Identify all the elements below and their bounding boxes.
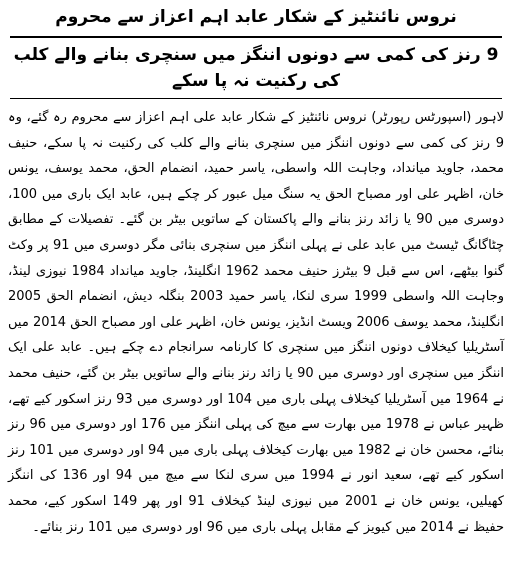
article-headline: نروس نائنٹیز کے شکار عابد اہم اعزاز سے محروم — [55, 7, 457, 27]
headline-divider — [10, 36, 502, 38]
article-subheadline: 9 رنز کی کمی سے دونوں اننگز میں سنچری بنانے والے کلب کی رکنیت نہ پا سکے — [13, 45, 499, 91]
article-body: لاہور (اسپورٹس رپورٹر) نروس نائنٹیز کے شکار عابد علی اہم اعزاز سے محروم رہ گئے، وہ 9 رنز کی کمی سے دونوں اننگز میں سنچری بنانے والے کلب کی رکنیت نہ پا سکے، حنیف محمد، جاوید میانداد، وجاہت اللہ واسطی، یاسر حمید، انضمام الحق، محمد یوسف، یونس خان، اظہر علی اور مصباح الحق یہ سنگ میل عبور کر چکے ہیں، عابد ایک باری میں 100، دوسری میں 90 یا زائد رنز بنانے والے پاکستان کے ساتویں بیٹر بن گئے۔ تفصیلات کے مطابق چٹاگانگ ٹیسٹ میں عابد علی نے پہلی اننگز میں سنچری بنائی مگر دوسری میں 91 پر وکٹ گنوا بیٹھے، اس سے قبل 9 بیٹرز حنیف محمد 1962 انگلینڈ، جاوید میانداد 1984 نیوزی لینڈ، وجاہت اللہ واسطی 1999 سری لنکا، یاسر حمید 2003 بنگلہ دیش، انضمام الحق 2005 انگلینڈ، محمد یوسف 2006 ویسٹ انڈیز، یونس خان، اظہر علی اور مصباح الحق 2014 میں آسٹریلیا کیخلاف دونوں اننگز میں سنچری کا کارنامہ سرانجام دے چکے ہیں۔ عابد علی ایک اننگز میں سنچری اور دوسری میں 90 یا زائد رنز بنانے والے ساتویں بیٹر بن گئے، حنیف محمد نے 1964 میں آسٹریلیا کیخلاف پہلی باری میں 104 اور دوسری میں 93 رنز اسکور کیے تھے، ظہیر عباس نے 1978 میں بھارت سے میچ کی پہلی اننگز میں 176 اور دوسری میں 96 رنز بنائے، محسن خان نے 1982 میں بھارت کیخلاف پہلی باری میں 94 اور دوسری میں 101 رنز اسکور کیے تھے، سعید انور نے 1994 میں سری لنکا سے میچ میں 94 اور 136 کی اننگز کھیلیں، یونس خان نے 2001 میں نیوزی لینڈ کیخلاف 91 اور پھر 149 اسکور کیے، محمد حفیظ نے 2014 میں کیویز کے مقابل پہلی باری میں 96 اور دوسری میں 101 رنز بنائے۔ — [8, 110, 505, 535]
subheadline-divider — [10, 98, 502, 99]
